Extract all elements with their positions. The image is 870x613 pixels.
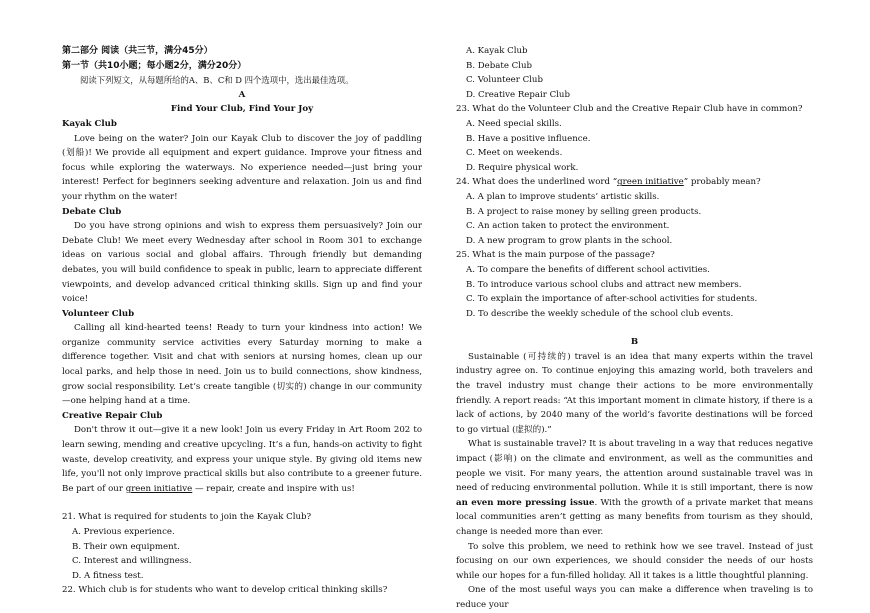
left-column — [62, 44, 422, 598]
option: B. Their own equipment. — [72, 541, 180, 552]
option: D. Creative Repair Club — [466, 89, 570, 100]
passage-b-letter: B — [630, 337, 639, 348]
option: A. To compare the benefits of different school activities. — [466, 264, 710, 275]
repair-text-before: Don't throw it out—give it a new look! Join us every Friday in Art Room 202 to learn sewing, mending and creative upcycling. It’s a fun, hands-on activity to fight waste, develop creativity, and express your unique style. By giving old items new life, you'll not only improve practical skills but also contribute to a greener future. Be part of our — [62, 425, 422, 494]
club-heading: Debate Club — [62, 206, 122, 217]
club-heading: Kayak Club — [62, 118, 117, 129]
passage-a-letter: A — [238, 89, 246, 100]
club-description — [62, 423, 422, 496]
b-para2-bold: an even more pressing issue — [456, 497, 595, 508]
passage-b-paragraph: To solve this problem, we need to rethink how we see travel. Instead of just focusing on our own experiences, we should consider the needs of our hosts while our hopes for a fun-filled holiday. All it takes is a little thoughtful planning. — [456, 541, 813, 581]
option: B. Have a positive influence. — [466, 133, 591, 144]
option: D. To describe the weekly schedule of the school club events. — [466, 308, 734, 319]
option: C. Volunteer Club — [466, 75, 543, 86]
option: C. To explain the importance of after-school activities for students. — [466, 294, 758, 305]
passage-a-title: Find Your Club, Find Your Joy — [170, 104, 314, 115]
passage-b-paragraph: One of the most useful ways you can make a difference when traveling is to reduce your — [456, 585, 813, 610]
b-para2-after: . With the growth of a private market that means local communities aren’t getting as many benefits from tourism as they should, change is needed more than ever. — [456, 497, 813, 537]
option: A. Kayak Club — [466, 46, 528, 56]
q24-stem-after: ” probably mean? — [683, 177, 761, 188]
option: D. Require physical work. — [466, 162, 579, 173]
option: C. Meet on weekends. — [466, 148, 563, 159]
repair-text-after: — repair, create and inspire with us! — [192, 483, 355, 494]
green-initiative-underlined: green initiative — [125, 483, 193, 494]
option: D. A new program to grow plants in the school. — [466, 235, 673, 246]
option: C. Interest and willingness. — [72, 556, 192, 567]
club-description: Love being on the water? Join our Kayak Club to discover the joy of paddling (划船)! We provide all equipment and expert guidance. Improve your fitness and focus while exploring the waterways. No experience needed—just bring your interest! Perfect for beginners seeking adventure and relaxation. Join us and find your rhythm on the water! — [62, 133, 422, 202]
club-heading: Creative Repair Club — [62, 410, 163, 421]
passage-b-paragraph — [456, 437, 813, 539]
question-22: 22. Which club is for students who want to develop critical thinking skills? — [62, 585, 388, 596]
section-title: 第一节（共10小题；每小题2分，满分20分） — [62, 60, 247, 71]
part-title: 第二部分 阅读（共三节，满分45分） — [62, 46, 213, 56]
question-24 — [456, 175, 813, 190]
question-21: 21. What is required for students to join the Kayak Club? — [62, 512, 312, 523]
option: A. Previous experience. — [72, 527, 175, 537]
q24-underlined-word: green initiative — [617, 177, 684, 188]
club-description: Do you have strong opinions and wish to express them persuasively? Join our Debate Club! We meet every Wednesday after school in Room 301 to exchange ideas on various social and global affairs. Through friendly but demanding debates, you will build confidence to speak in public, learn to appreciate different viewpoints, and develop advanced critical thinking skills. Sign up and find your voice! — [62, 221, 422, 305]
option: C. An action taken to protect the environment. — [466, 221, 670, 232]
passage-b-paragraph: Sustainable (可持续的) travel is an idea that many experts within the travel industry agree on. To continue enjoying this amazing world, both travelers and the travel industry must change their actions to be more environmentally friendly. A report reads: “At this important moment in climate history, if there is a lack of actions, by 2040 many of the world’s favorite destinations will be forced to go virtual (虚拟的).” — [456, 351, 813, 435]
option: A. A plan to improve students’ artistic skills. — [466, 191, 660, 202]
q24-stem-before: 24. What does the underlined word “ — [456, 177, 618, 188]
right-column — [456, 44, 813, 613]
option: B. Debate Club — [466, 60, 533, 71]
question-23: 23. What do the Volunteer Club and the Creative Repair Club have in common? — [456, 104, 803, 115]
option: B. To introduce various school clubs and attract new members. — [466, 279, 742, 290]
instructions: 阅读下列短文，从每题所给的A、B、C和 D 四个选项中，选出最佳选项。 — [80, 75, 354, 86]
question-25: 25. What is the main purpose of the passage? — [456, 250, 655, 261]
club-description: Calling all kind-hearted teens! Ready to turn your kindness into action! We organize community service activities every Saturday morning to make a difference together. Visit and chat with seniors at nursing homes, clean up our local parks, and help those in need. Join us to build connections, show kindness, grow social responsibility. Let’s create tangible (切实的) change in our community —one helping hand at a time. — [62, 323, 422, 407]
option: B. A project to raise money by selling green products. — [466, 206, 702, 217]
club-heading: Volunteer Club — [62, 308, 135, 319]
b-para2-before: What is sustainable travel? It is about traveling in a way that reduces negative impact (影响) on the climate and environment, as well as the communities and people we visit. For many years, the attention around sustainable travel was in need of reducing environmental pollution. While it is still important, there is now — [456, 439, 813, 494]
option: D. A fitness test. — [72, 570, 144, 581]
option: A. Need special skills. — [466, 118, 562, 129]
